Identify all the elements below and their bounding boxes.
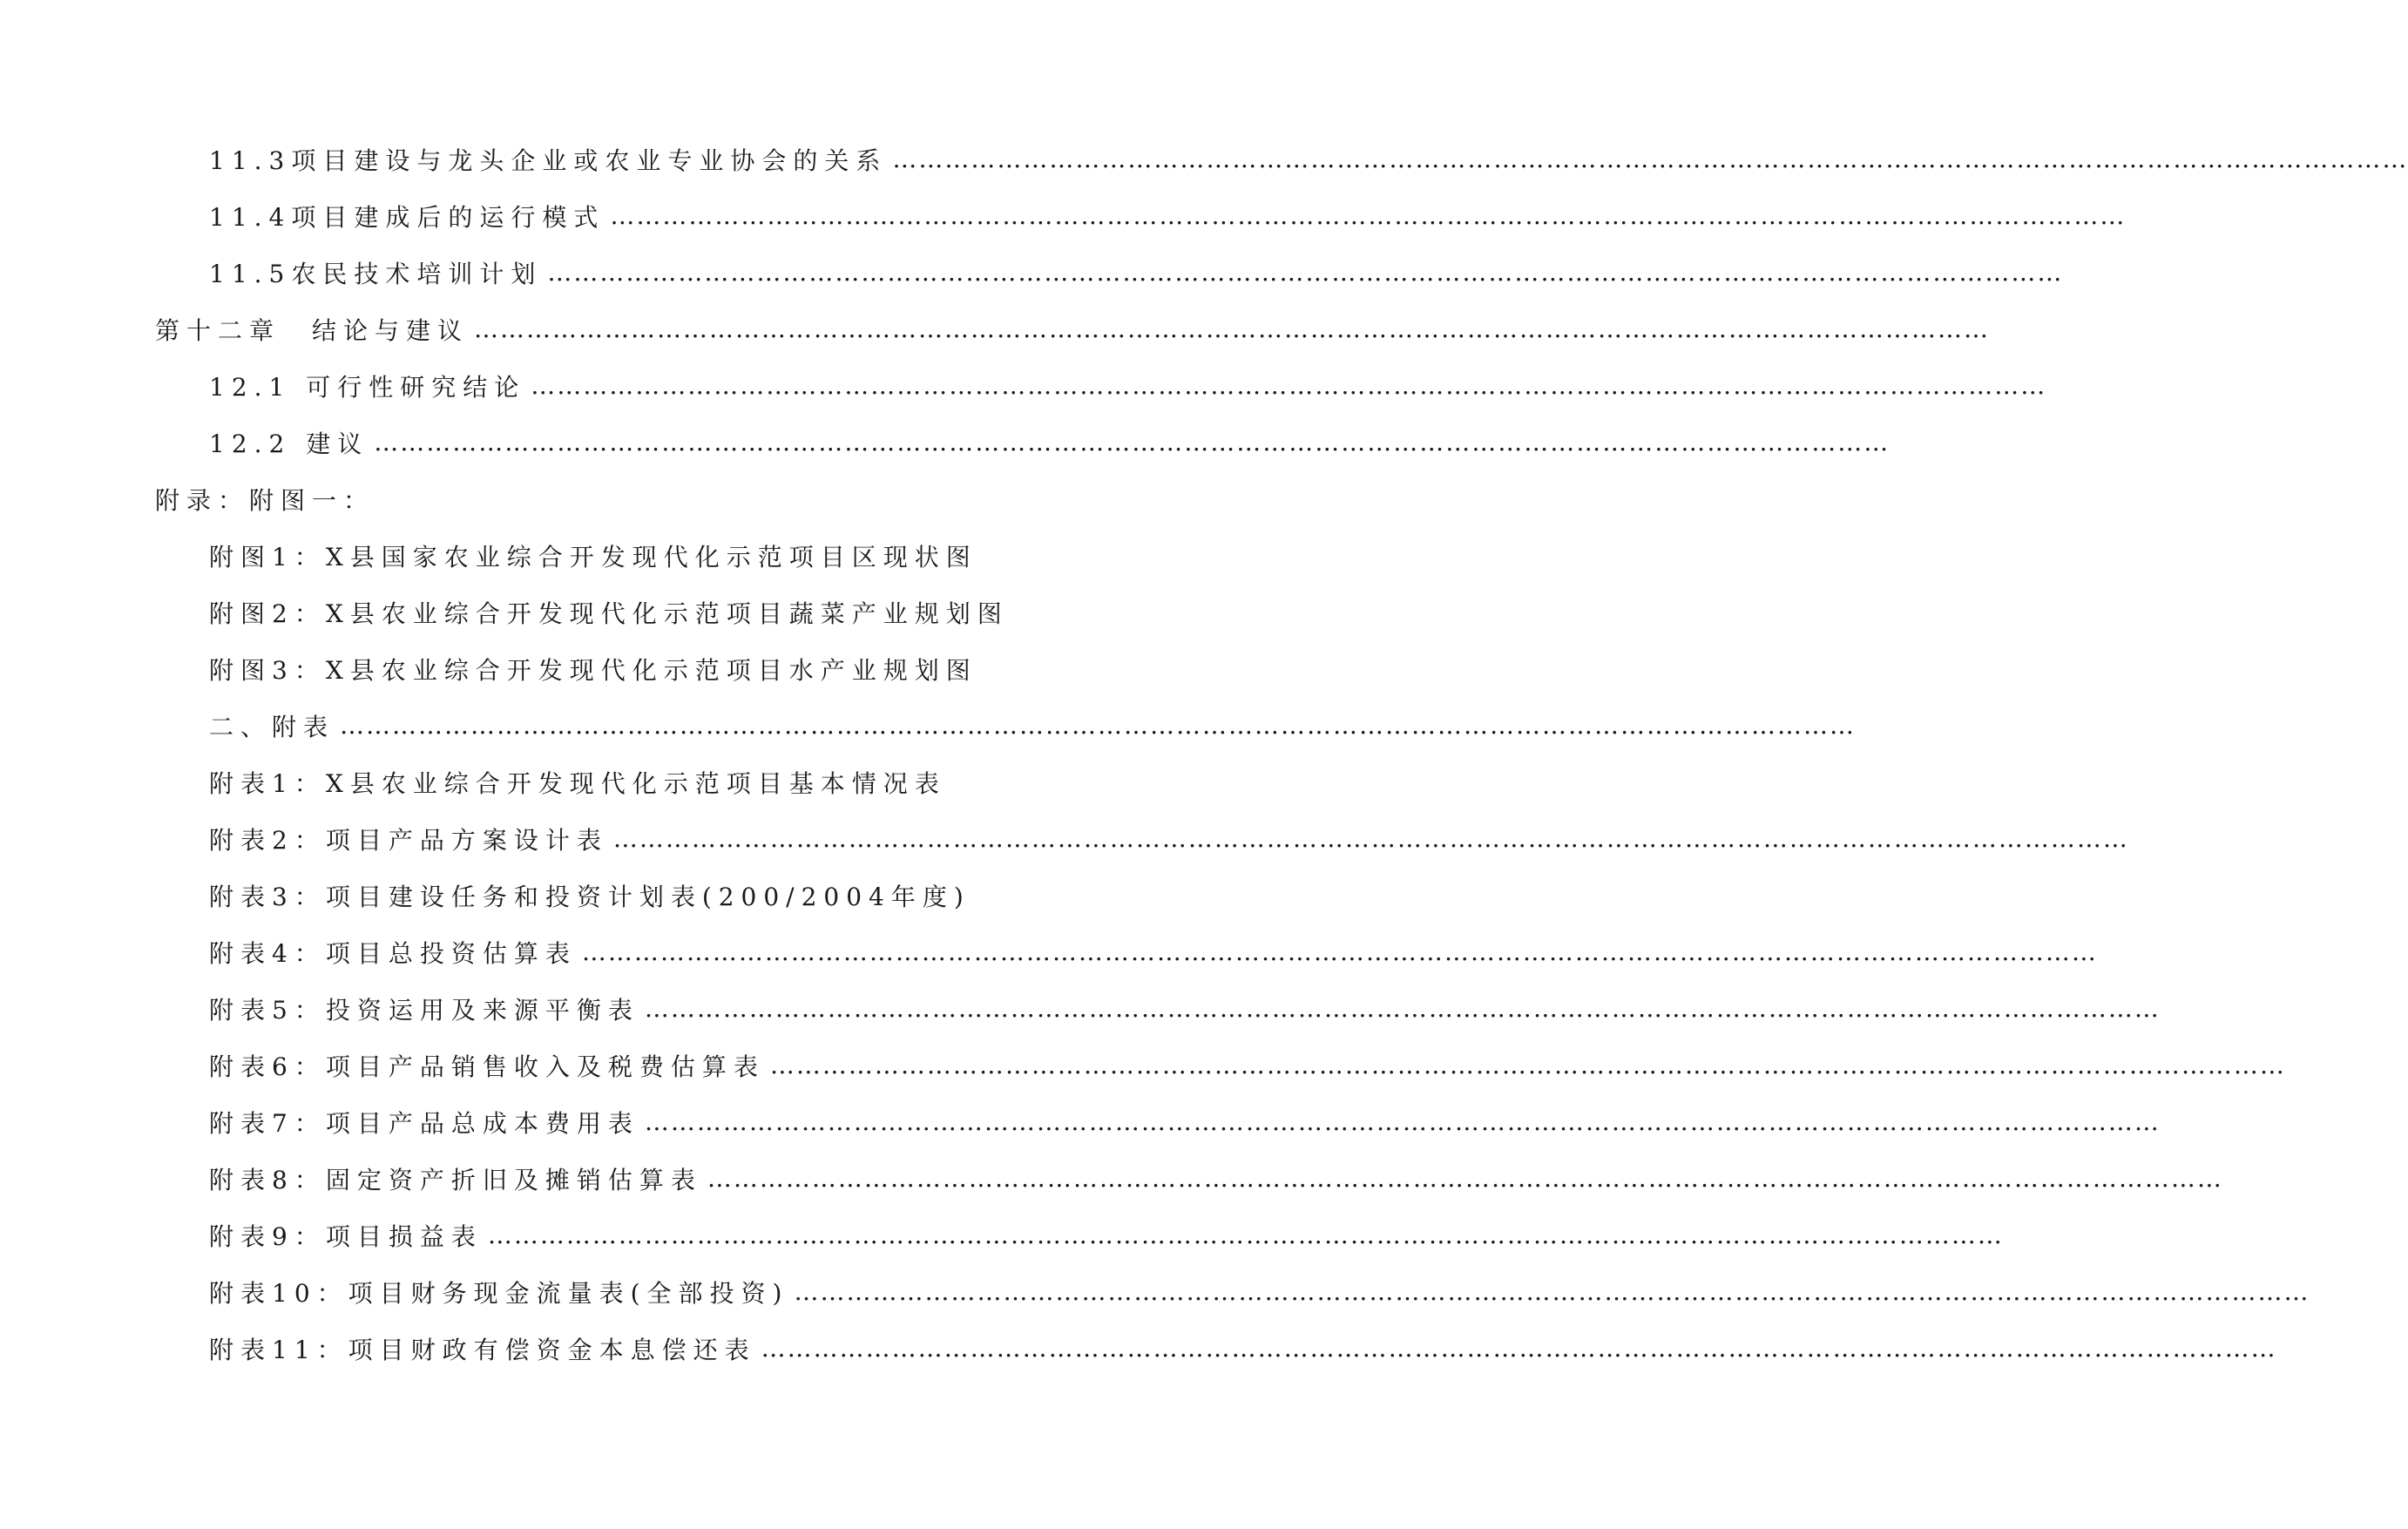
toc-entry [155, 1093, 2161, 1150]
toc-leader-dots: ………………………………………………………………………………………………………………………………………………………… [610, 201, 2127, 230]
toc-entry-title: 附表10：项目财务现金流量表(全部投资) [209, 1278, 789, 1308]
toc-entry [155, 301, 1991, 357]
toc-entry-title: 附表6：项目产品销售收入及税费估算表 [209, 1052, 765, 1081]
toc-leader-dots: ………………………………………………………………………………………………………………………………………………………… [581, 937, 2098, 966]
toc-leader-dots: ………………………………………………………………………………………………………………………………………………………… [892, 145, 2408, 173]
toc-leader-dots: ………………………………………………………………………………………………………………………………………………………… [487, 1221, 2004, 1249]
toc-entry-title: 11.4项目建成后的运行模式 [209, 202, 605, 232]
toc-entry [155, 244, 2064, 301]
toc-entry [155, 527, 977, 584]
toc-entry [155, 923, 2098, 980]
toc-leader-dots: ………………………………………………………………………………………………………………………………………………………… [761, 1334, 2277, 1363]
toc-entry-title: 附表9：项目损益表 [209, 1221, 483, 1251]
toc-entry [155, 584, 1009, 640]
toc-entry-title: 附表7：项目产品总成本费用表 [209, 1108, 639, 1138]
toc-entry [155, 470, 922, 527]
toc-entry [155, 187, 2127, 244]
toc-entry-title: 附表2：项目产品方案设计表 [209, 825, 608, 855]
toc-entry-title: 11.5农民技术培训计划 [209, 259, 543, 288]
toc-entry [155, 357, 2047, 414]
toc-entry [155, 1037, 2286, 1093]
toc-entry-title: 第十二章 结论与建议 [155, 315, 470, 345]
toc-entry [155, 640, 977, 697]
toc-leader-dots: ………………………………………………………………………………………………………………………………………………………… [794, 1277, 2310, 1306]
toc-entry [155, 697, 1857, 754]
toc-entry-title: 附表4：项目总投资估算表 [209, 938, 577, 968]
toc-leader-dots: ………………………………………………………………………………………………………………………………………………………… [531, 371, 2047, 400]
toc-leader-dots: ………………………………………………………………………………………………………………………………………………………… [644, 994, 2161, 1023]
toc-leader-dots: ………………………………………………………………………………………………………………………………………………………… [547, 258, 2064, 287]
toc-entry-title: 12.2 建议 [209, 429, 369, 458]
table-of-contents [155, 131, 2408, 1377]
toc-entry [155, 867, 971, 923]
toc-entry [155, 131, 2408, 187]
toc-entry-title: 二、附表 [209, 712, 335, 741]
toc-entry [155, 1263, 2310, 1320]
toc-entry-title: 附录：附图一： [155, 485, 375, 515]
toc-entry-title: 附图3：X县农业综合开发现代化示范项目水产业规划图 [209, 655, 977, 685]
toc-leader-dots: ………………………………………………………………………………………………………………………………………………………… [474, 315, 1991, 343]
toc-entry [155, 754, 946, 810]
toc-entry [155, 1150, 2223, 1207]
toc-entry-title: 附图1：X县国家农业综合开发现代化示范项目区现状图 [209, 542, 977, 572]
toc-entry [155, 414, 1891, 470]
toc-leader-dots: ………………………………………………………………………………………………………………………………………………………… [374, 428, 1891, 457]
toc-leader-dots: ………………………………………………………………………………………………………………………………………………………… [644, 1107, 2161, 1136]
toc-leader-dots: ………………………………………………………………………………………………………………………………………………………… [769, 1051, 2286, 1079]
toc-leader-dots: ………………………………………………………………………………………………………………………………………………………… [612, 824, 2129, 853]
toc-entry [155, 980, 2161, 1037]
toc-leader-dots: ………………………………………………………………………………………………………………………………………………………… [707, 1164, 2223, 1193]
toc-entry-title: 11.3项目建设与龙头企业或农业专业协会的关系 [209, 145, 888, 175]
toc-entry [155, 1320, 2277, 1377]
toc-entry-title: 附表5：投资运用及来源平衡表 [209, 995, 639, 1025]
toc-entry-title: 附表1：X县农业综合开发现代化示范项目基本情况表 [209, 768, 946, 798]
toc-entry-title: 附表11：项目财政有偿资金本息偿还表 [209, 1335, 756, 1364]
toc-entry-title: 附表8：固定资产折旧及摊销估算表 [209, 1165, 702, 1194]
toc-entry-title: 附表3：项目建设任务和投资计划表(200/2004年度) [209, 882, 971, 911]
toc-entry [155, 1207, 2004, 1263]
toc-entry [155, 810, 2129, 867]
toc-entry-title: 附图2：X县农业综合开发现代化示范项目蔬菜产业规划图 [209, 599, 1009, 628]
toc-entry-title: 12.1 可行性研究结论 [209, 372, 526, 402]
toc-leader-dots: ………………………………………………………………………………………………………………………………………………………… [340, 711, 1857, 740]
